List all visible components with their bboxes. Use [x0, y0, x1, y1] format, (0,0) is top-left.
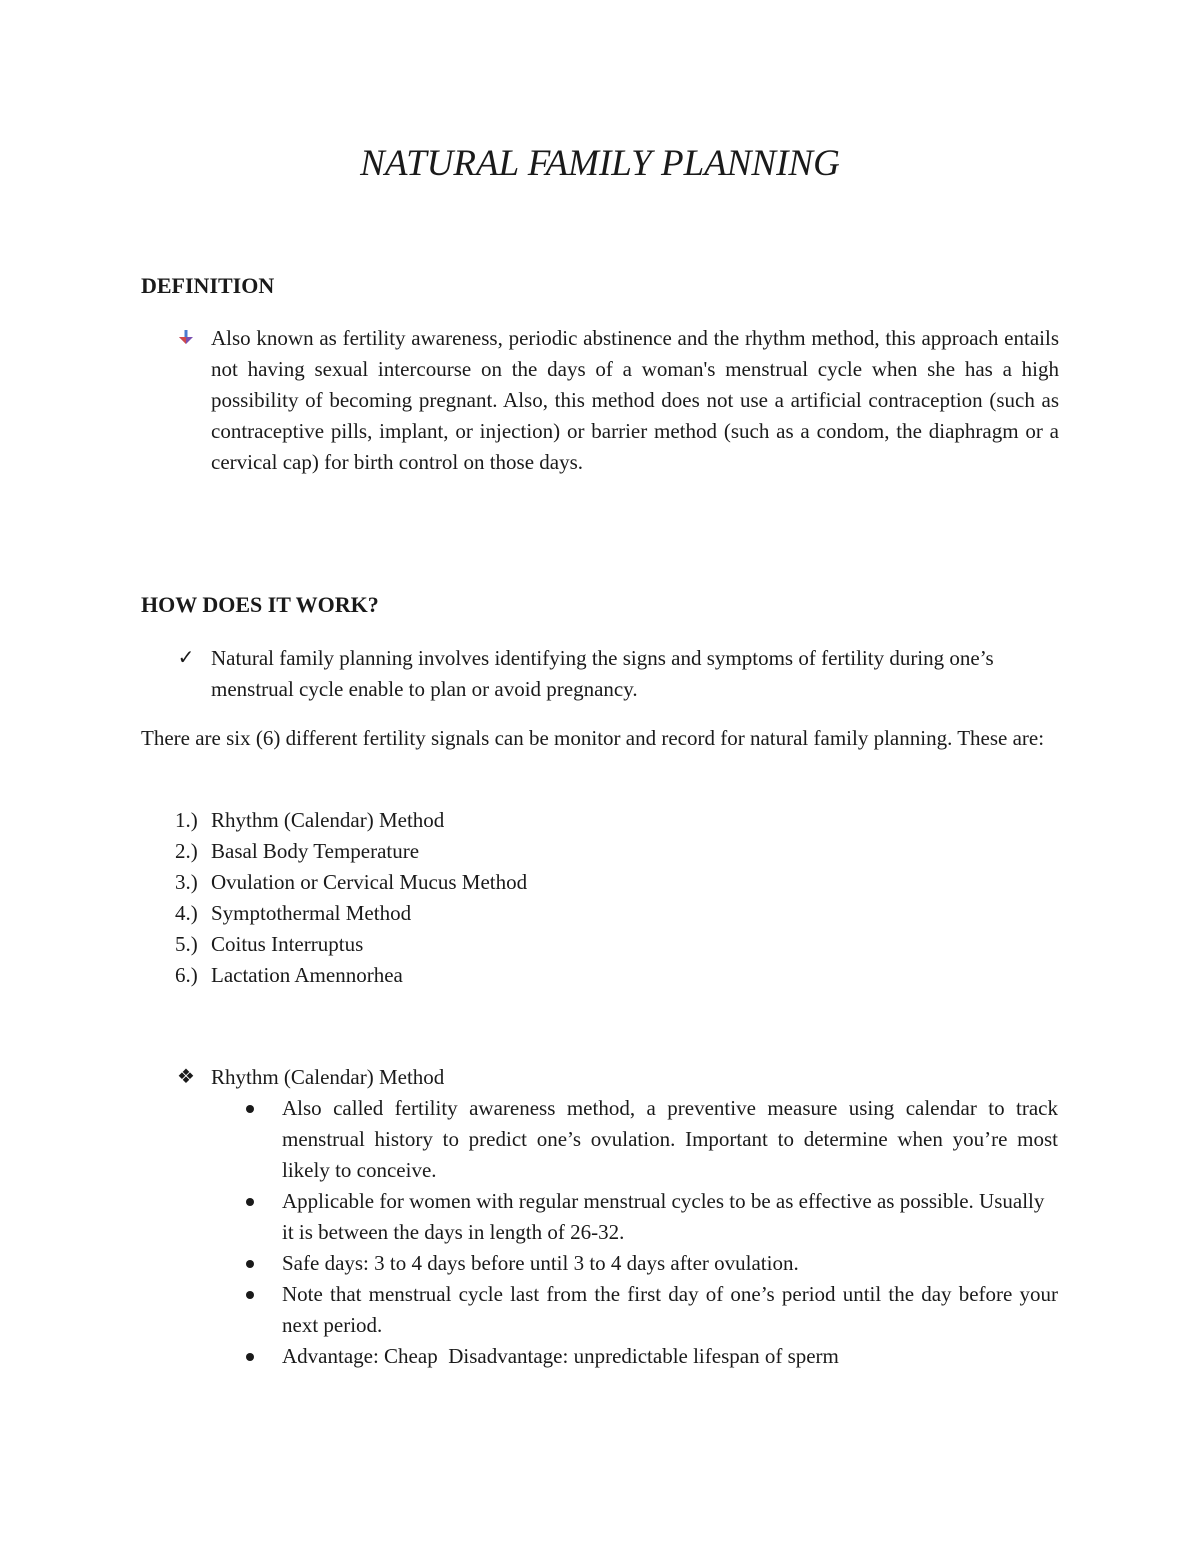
list-item: Advantage: Cheap Disadvantage: unpredictable lifespan of sperm: [282, 1341, 1058, 1372]
list-item: Note that menstrual cycle last from the first day of one’s period until the day before your next period.: [282, 1279, 1058, 1341]
page-title: NATURAL FAMILY PLANNING: [360, 143, 840, 184]
list-item: Applicable for women with regular menstrual cycles to be as effective as possible. Usually it is between the days in length of 26-32.: [282, 1186, 1058, 1248]
rhythm-heading: Rhythm (Calendar) Method: [211, 1065, 445, 1089]
bullet-dot-icon: [246, 1260, 254, 1268]
how-intro: There are six (6) different fertility signals can be monitor and record for natural family planning. These are:: [141, 726, 1045, 750]
rhythm-points: [282, 1093, 1058, 1372]
list-item: 6.) Lactation Amennorhea: [175, 963, 403, 987]
diamond-icon: ❖: [177, 1066, 195, 1088]
how-check-text: Natural family planning involves identifying the signs and symptoms of fertility during one’s menstrual cycle enable to plan or avoid pregnancy.: [211, 646, 994, 701]
bullet-dot-icon: [246, 1105, 254, 1113]
list-item: 4.) Symptothermal Method: [175, 901, 412, 925]
list-item: Safe days: 3 to 4 days before until 3 to 4 days after ovulation.: [282, 1248, 1058, 1279]
definition-text: Also known as fertility awareness, periodic abstinence and the rhythm method, this approach entails not having sexual intercourse on the days of a woman's menstrual cycle when she has a high possibility of becoming pregnant. Also, this method does not use a artificial contraception (such as contraceptive pills, implant, or injection) or barrier method (such as a condom, the diaphragm or a cervical cap) for birth control on those days.: [211, 326, 1059, 474]
arrow-down-icon: [166, 324, 206, 355]
list-item: 2.) Basal Body Temperature: [175, 839, 420, 863]
list-item: Also called fertility awareness method, a preventive measure using calendar to track menstrual history to predict one’s ovulation. Important to determine when you’re most likely to conceive.: [282, 1093, 1058, 1186]
how-heading: HOW DOES IT WORK?: [141, 592, 379, 617]
bullet-dot-icon: [246, 1198, 254, 1206]
bullet-dot-icon: [246, 1291, 254, 1299]
bullet-dot-icon: [246, 1353, 254, 1361]
methods-list: [175, 805, 527, 991]
list-item: 3.) Ovulation or Cervical Mucus Method: [175, 870, 528, 894]
check-icon: ✓: [177, 647, 195, 669]
definition-heading: DEFINITION: [141, 273, 275, 298]
list-item: 1.) Rhythm (Calendar) Method: [175, 808, 445, 832]
list-item: 5.) Coitus Interruptus: [175, 932, 364, 956]
